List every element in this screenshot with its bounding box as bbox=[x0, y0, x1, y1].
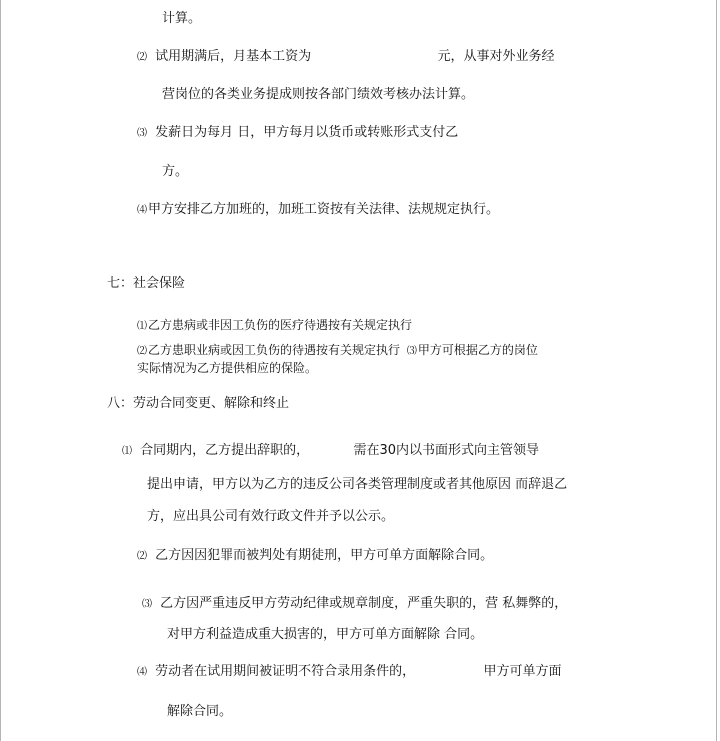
section-8-item-1-text-a: 合同期内，乙方提出辞职的， bbox=[140, 443, 310, 458]
section-8-item-4-text-c: 解除合同。 bbox=[167, 704, 233, 719]
item-number: ⑷ bbox=[137, 205, 147, 216]
section-8-item-3-text-b: 对甲方利益造成重大损害的，甲方可单方面解除 合同。 bbox=[167, 627, 484, 642]
section-7-item-2 bbox=[137, 342, 538, 360]
section-8-item-4 bbox=[137, 664, 561, 681]
item-number: ⑵ bbox=[137, 551, 147, 562]
salary-item-3 bbox=[137, 125, 458, 142]
item-number: ⑶ bbox=[137, 128, 147, 139]
section-8-item-3-text-a: 乙方因严重违反甲方劳动纪律或规章制度，严重失职的，营 私舞弊的， bbox=[160, 596, 568, 611]
section-8-heading: 八：劳动合同变更、解除和终止 bbox=[107, 396, 290, 411]
section-8-item-3 bbox=[142, 596, 567, 613]
section-8-item-1 bbox=[122, 443, 539, 460]
item-number: ⑵ bbox=[137, 346, 147, 357]
section-7-item-3-text-b: 实际情况为乙方提供相应的保险。 bbox=[137, 361, 318, 375]
salary-item-2-text-a: 试用期满后，月基本工资为 bbox=[155, 49, 312, 64]
salary-item-3-text-a: 发薪日为每月 日，甲方每月以货币或转账形式支付乙 bbox=[155, 125, 459, 140]
section-8-item-1-text-c: 提出申请，甲方以为乙方的违反公司各类管理制度或者其他原因 而辞退乙 bbox=[147, 477, 568, 492]
section-7-item-1-text: 乙方患病或非因工负伤的医疗待遇按有关规定执行 bbox=[148, 318, 413, 332]
section-8-item-4-text-a: 劳动者在试用期间被证明不符合录用条件的， bbox=[155, 664, 416, 679]
section-8-item-2 bbox=[137, 548, 493, 565]
section-8-item-1-text-d: 方，应出具公司有效行政文件并予以公示。 bbox=[147, 509, 395, 524]
item-number: ⑴ bbox=[137, 321, 147, 332]
section-8-item-1-text-b: 需在30内以书面形式向主管领导 bbox=[353, 443, 539, 458]
item-number: ⑶ bbox=[406, 346, 417, 357]
item-number: ⑶ bbox=[142, 599, 152, 610]
salary-item-4-text: 甲方安排乙方加班的，加班工资按有关法律、法规规定执行。 bbox=[148, 202, 500, 217]
section-8-item-2-text: 乙方因因犯罪而被判处有期徒刑，甲方可单方面解除合同。 bbox=[155, 548, 494, 563]
item-number: ⑴ bbox=[122, 446, 132, 457]
salary-item-2 bbox=[137, 49, 554, 66]
salary-item-2-text-b: 元，从事对外业务经 bbox=[437, 49, 555, 64]
section-7-item-3-text-a: 甲方可根据乙方的岗位 bbox=[417, 343, 538, 357]
salary-cont-text: 计算。 bbox=[162, 11, 202, 26]
section-7-item-1 bbox=[137, 317, 412, 335]
salary-item-2-text-c: 营岗位的各类业务提成则按各部门绩效考核办法计算。 bbox=[162, 87, 475, 102]
section-8-item-4-text-b: 甲方可单方面 bbox=[483, 664, 562, 679]
item-number: ⑷ bbox=[137, 667, 147, 678]
salary-item-3-text-b: 方。 bbox=[162, 164, 189, 179]
section-7-heading: 七：社会保险 bbox=[107, 276, 186, 291]
item-number: ⑵ bbox=[137, 52, 147, 63]
salary-item-4 bbox=[137, 202, 499, 219]
section-7-item-2-text: 乙方患职业病或因工负伤的待遇按有关规定执行 bbox=[148, 343, 401, 357]
